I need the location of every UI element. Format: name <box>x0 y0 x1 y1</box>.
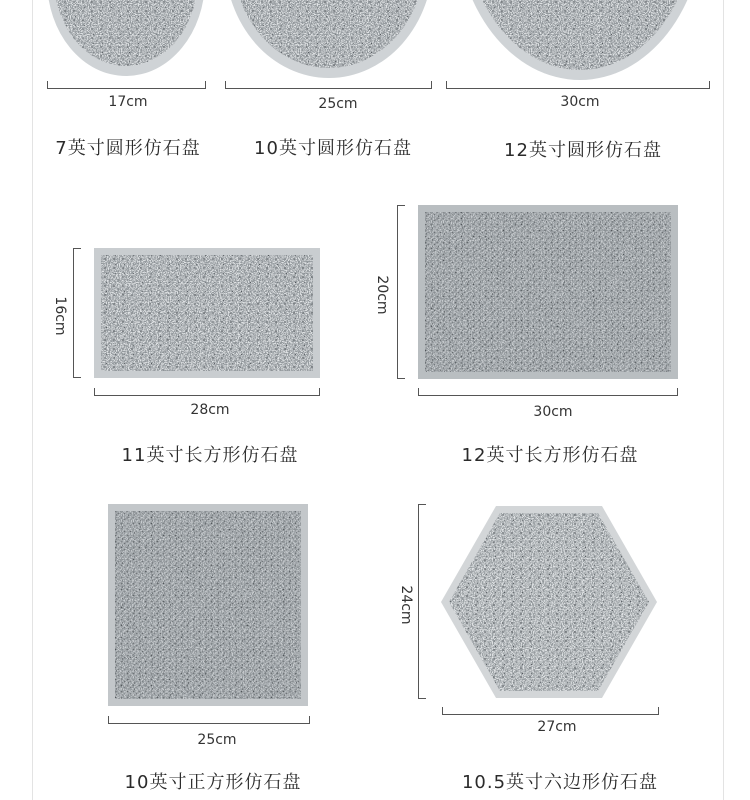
dimension-width-label: 30cm <box>533 404 573 420</box>
product-name: 12英寸圆形仿石盘 <box>504 140 662 161</box>
dimension-height-label: 16cm <box>52 296 68 336</box>
product-name: 7英寸圆形仿石盘 <box>55 138 201 159</box>
dimension-height-label: 24cm <box>398 585 414 625</box>
dimension-width-label: 25cm <box>318 96 358 112</box>
round-plate-10in <box>224 0 434 80</box>
dimension-bar-width <box>442 707 659 715</box>
dimension-width-label: 30cm <box>560 94 600 110</box>
product-name: 10英寸圆形仿石盘 <box>254 138 412 159</box>
round-plate-12in <box>455 0 705 82</box>
dimension-bar-width <box>108 716 310 724</box>
dimension-bar-width <box>94 388 320 396</box>
frame-line-right <box>723 0 724 800</box>
dimension-height-label: 20cm <box>374 275 390 315</box>
square-plate-10in <box>108 504 308 706</box>
dimension-width-label: 25cm <box>197 732 237 748</box>
dimension-width-label: 27cm <box>537 719 577 735</box>
product-name: 10.5英寸六边形仿石盘 <box>461 772 659 793</box>
dimension-bar-height <box>73 248 81 378</box>
product-name: 11英寸长方形仿石盘 <box>121 445 299 466</box>
dimension-width-label: 17cm <box>108 94 148 110</box>
rect-plate-12in <box>418 205 678 379</box>
hexagon-plate-10-5in <box>438 504 660 700</box>
dimension-bar-width <box>47 81 206 89</box>
dimension-bar-height <box>418 504 426 699</box>
round-plate-7in <box>45 0 207 78</box>
dimension-bar-width <box>418 388 678 396</box>
dimension-bar-height <box>397 205 405 379</box>
dimension-bar-width <box>446 81 710 89</box>
product-name: 12英寸长方形仿石盘 <box>461 445 639 466</box>
rect-plate-11in <box>94 248 320 378</box>
dimension-bar-width <box>225 81 432 89</box>
product-name: 10英寸正方形仿石盘 <box>124 772 302 793</box>
frame-line-left <box>32 0 33 800</box>
dimension-width-label: 28cm <box>190 402 230 418</box>
